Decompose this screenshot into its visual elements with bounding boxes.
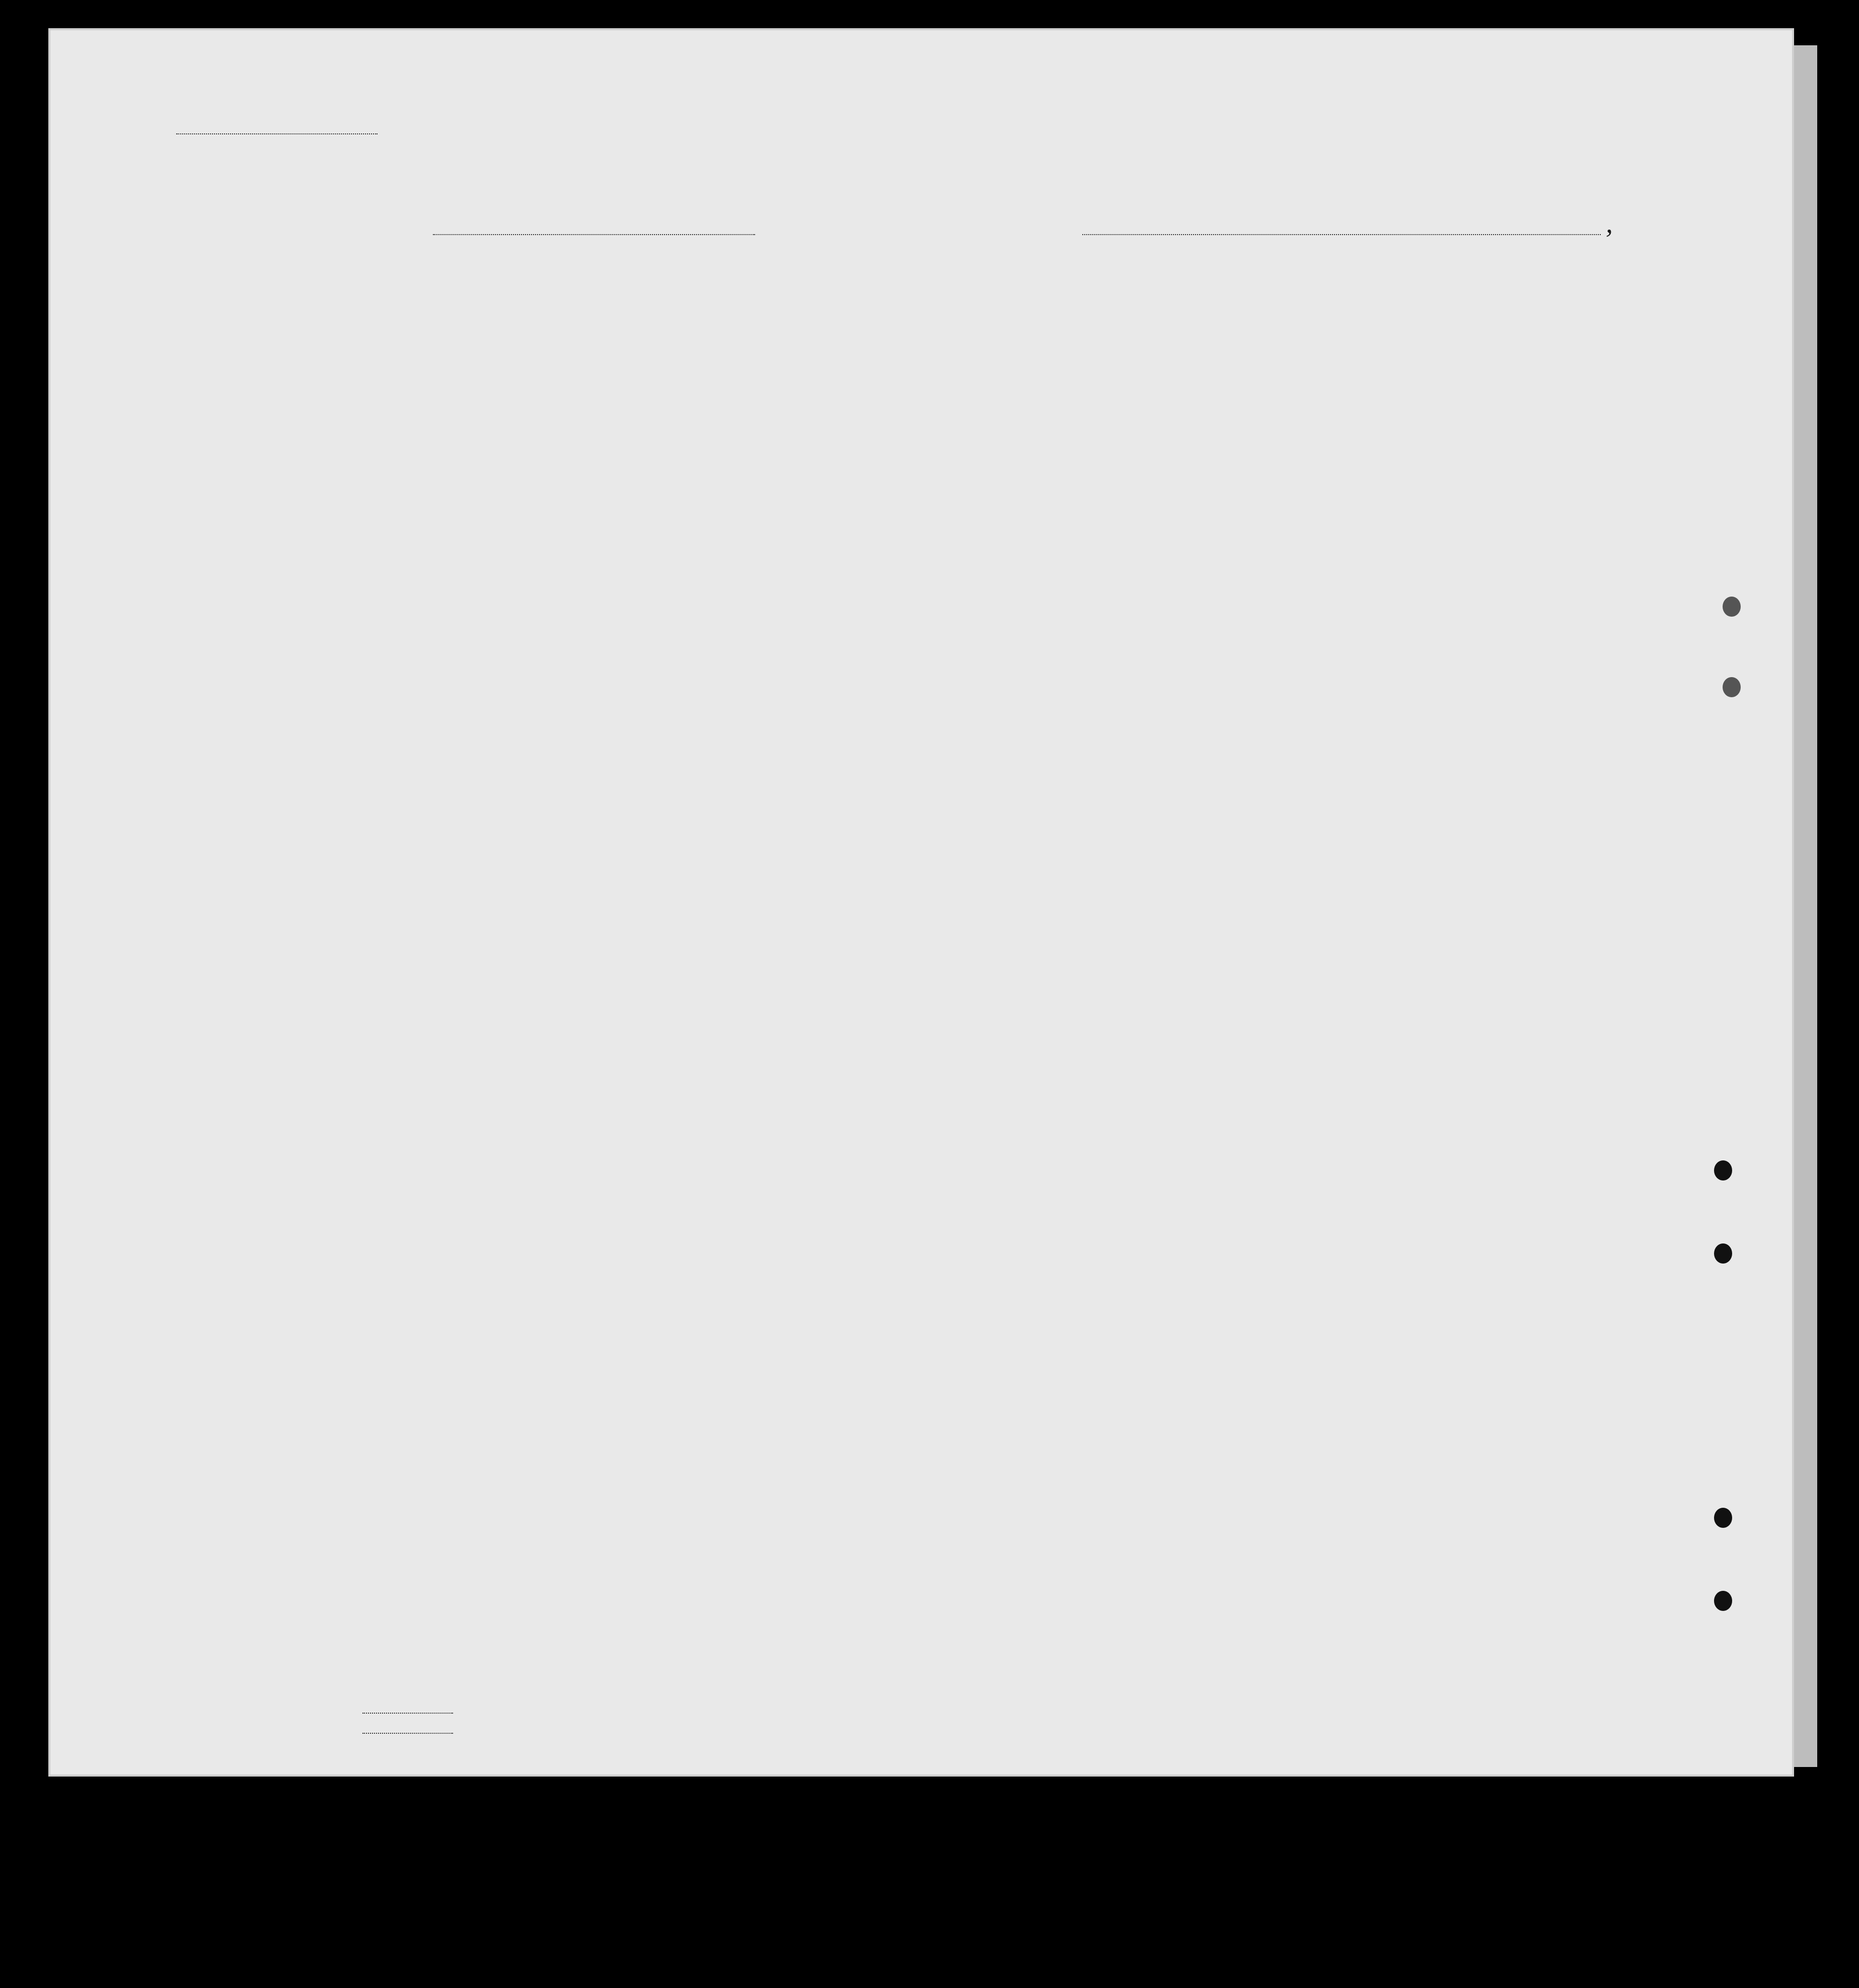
binder-hole	[1714, 1591, 1732, 1611]
manifest-grid	[50, 30, 1792, 1775]
us-citizens-line	[362, 1733, 453, 1734]
sailing-line	[1082, 234, 1601, 235]
binder-hole	[1714, 1243, 1732, 1264]
binder-hole	[1714, 1160, 1732, 1181]
total-passengers-line	[362, 1713, 453, 1714]
adjacent-sheet-edge	[1792, 45, 1817, 1767]
list-number-line	[176, 133, 378, 134]
binder-hole	[1723, 597, 1741, 617]
binder-hole	[1714, 1508, 1732, 1528]
ship-name-line	[433, 234, 755, 235]
binder-hole	[1723, 677, 1741, 697]
manifest-page: ,	[50, 30, 1792, 1775]
